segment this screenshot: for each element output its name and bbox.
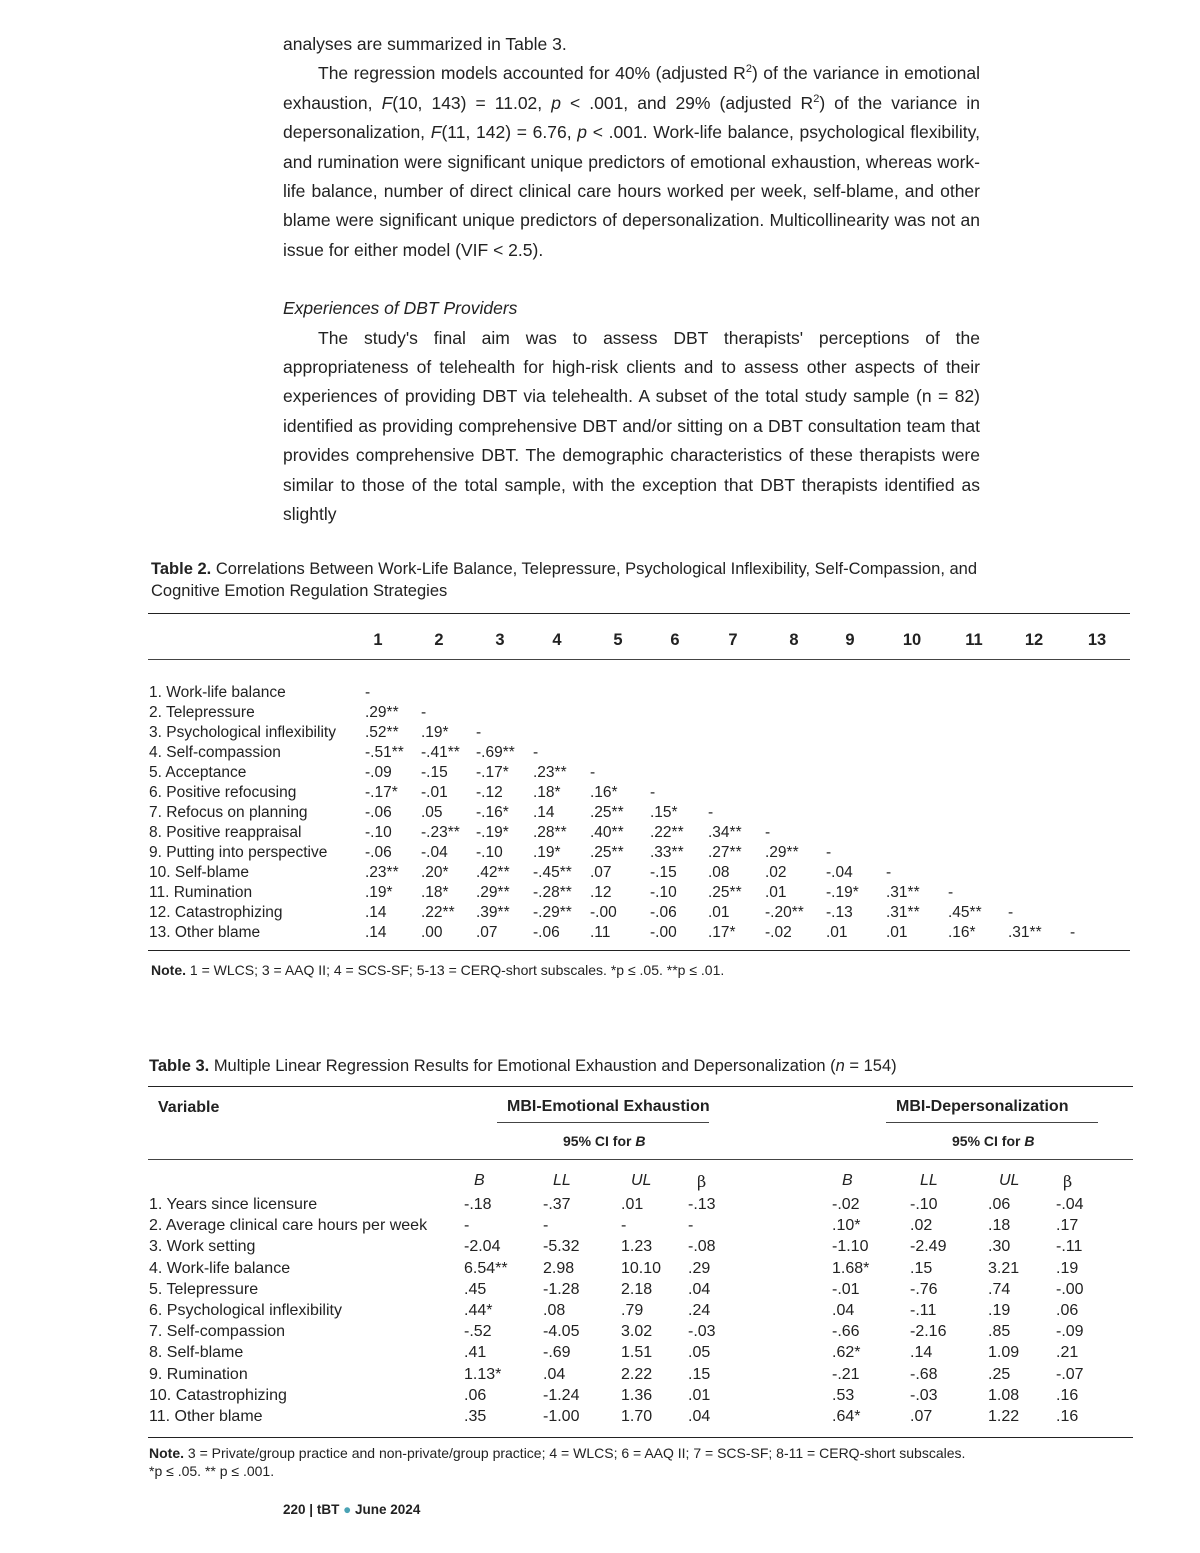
table2-row-label: 7. Refocus on planning [149, 804, 308, 821]
table3-cell: -.52 [464, 1323, 492, 1341]
table3-cell: -.07 [1056, 1365, 1084, 1383]
table2-cell: .22** [421, 904, 455, 921]
table3-row-label: 6. Psychological inflexibility [149, 1302, 342, 1319]
table2-col-header: 9 [845, 631, 855, 649]
table2-cell: .18* [421, 884, 449, 901]
table2-cell: .29** [765, 844, 799, 861]
table3-cell: -1.28 [543, 1280, 580, 1298]
table3-cell: .19 [988, 1302, 1011, 1319]
table2-cell: - [650, 784, 656, 801]
table2-cell: -.04 [826, 864, 853, 881]
page-number: 220 [283, 1502, 306, 1517]
table2-cell: .40** [590, 824, 624, 841]
table3-cell: -.11 [910, 1302, 937, 1319]
table3-cell: .44* [464, 1302, 493, 1319]
table3-cell: .16 [1056, 1386, 1079, 1404]
table2-col-header: 3 [495, 631, 505, 649]
table3-cell: -.03 [688, 1323, 716, 1341]
table3-cell: 1.70 [621, 1408, 653, 1425]
table2-cell: -.02 [765, 924, 792, 941]
table3-row-label: 4. Work-life balance [149, 1259, 291, 1277]
table2-cell: -.51** [365, 744, 404, 761]
table2-cell: .01 [708, 904, 730, 921]
table2-cell: -.28** [533, 884, 572, 901]
group-header-depersonalization: MBI-Depersonalization [896, 1098, 1069, 1115]
table2-cell: -.12 [476, 784, 503, 801]
table3-cell: -.18 [464, 1196, 492, 1213]
table2-col-header: 7 [728, 631, 738, 649]
table2-cell: -.00 [590, 904, 617, 921]
table2-cell: .19* [365, 884, 393, 901]
table3-cell: -.10 [910, 1196, 938, 1213]
table3-top-rule [148, 1086, 1133, 1087]
table3-cell: -1.24 [543, 1386, 580, 1404]
table2-top-rule [148, 613, 1130, 614]
table3-cell: -.37 [543, 1196, 571, 1213]
table3-col-header: UL [999, 1172, 1020, 1189]
table3-cell: .30 [988, 1238, 1011, 1256]
table2-row-label: 9. Putting into perspective [149, 844, 328, 861]
table2-cell: -.10 [476, 844, 503, 861]
table2-note: Note. 1 = WLCS; 3 = AAQ II; 4 = SCS-SF; 5-13 = CERQ-short subscales. *p ≤ .05. **p ≤ .01. [151, 962, 725, 978]
table3-cell: 1.68* [832, 1259, 870, 1277]
table2-cell: - [533, 744, 539, 761]
group1-underline [497, 1122, 709, 1123]
table3-cell: -.66 [832, 1323, 860, 1341]
table3-cell: .62* [832, 1344, 861, 1362]
table2-cell: -.19* [826, 884, 859, 901]
table2-cell: .28** [533, 824, 567, 841]
table2-caption: Table 2. Correlations Between Work-Life Balance, Telepressure, Psychological Inflexibility, Self-Compassion, and Cognitive Emotion Regulation Strategies [151, 560, 978, 600]
table3-cell: .45 [464, 1280, 487, 1298]
table2-cell: -.19* [476, 824, 509, 841]
variable-header: Variable [158, 1099, 220, 1116]
table2-cell: .25** [708, 884, 742, 901]
table2-col-header: 1 [373, 631, 383, 649]
table3-cell: -.03 [910, 1386, 938, 1404]
table2-cell: .22** [650, 824, 684, 841]
table2-cell: - [765, 824, 771, 841]
table2-cell: -.16* [476, 804, 509, 821]
table2-cell: .23** [365, 864, 399, 881]
table3-cell: .01 [688, 1386, 711, 1404]
table2-cell: -.17* [476, 764, 509, 781]
table2-cell: -.41** [421, 744, 460, 761]
table3-cell: .17 [1056, 1217, 1079, 1235]
table3-cell: 1.22 [988, 1408, 1020, 1425]
table2-cell: -.06 [365, 844, 392, 861]
table2-row-label: 1. Work-life balance [149, 684, 286, 701]
table3-cell: .24 [688, 1302, 711, 1319]
table2-col-header: 12 [1024, 631, 1044, 649]
issue-date: June 2024 [355, 1502, 421, 1517]
table2-cell: .18* [533, 784, 561, 801]
table2-cell: .25** [590, 804, 624, 821]
table2-cell: -.69** [476, 744, 515, 761]
table2-cell: .20* [421, 864, 449, 881]
table3-row-label: 7. Self-compassion [149, 1323, 286, 1341]
table2-col-header: 11 [965, 631, 983, 649]
table3-cell: 1.51 [621, 1344, 653, 1362]
table3-cell: -.21 [832, 1365, 860, 1383]
group-header-emotional-exhaustion: MBI-Emotional Exhaustion [507, 1098, 710, 1115]
table3-cell: .04 [832, 1302, 855, 1319]
table2-cell: -.15 [421, 764, 448, 781]
table3-col-header: LL [920, 1172, 938, 1189]
table3-cell: 3.21 [988, 1259, 1020, 1277]
table2-col-header: 5 [613, 631, 623, 649]
table3-cell: -5.32 [543, 1238, 580, 1256]
table2-cell: -.01 [421, 784, 448, 801]
table2-cell: -.10 [365, 824, 392, 841]
table2-cell: -.17* [365, 784, 398, 801]
table3-cell: .29 [688, 1259, 711, 1277]
table2-row-label: 6. Positive refocusing [149, 784, 297, 801]
table2-cell: .00 [421, 924, 443, 941]
table2-row-label: 8. Positive reappraisal [149, 824, 302, 841]
table3-cell: .10* [832, 1217, 861, 1235]
table2-cell: -.45** [533, 864, 572, 881]
table2-cell: - [365, 684, 371, 701]
table2-cell: .19* [533, 844, 561, 861]
table3-caption: Table 3. Multiple Linear Regression Results for Emotional Exhaustion and Depersonalization (n = 154) [149, 1057, 897, 1075]
table2-row-label: 5. Acceptance [149, 764, 247, 781]
table3-row-label: 1. Years since licensure [149, 1196, 318, 1213]
table2-cell: .39** [476, 904, 510, 921]
table2-cell: .45** [948, 904, 982, 921]
table2-cell: -.13 [826, 904, 853, 921]
table3-cell: - [688, 1217, 694, 1235]
table2-cell: .14 [365, 924, 387, 941]
table3-cell: .74 [988, 1280, 1011, 1298]
table3-cell: 1.13* [464, 1365, 502, 1383]
ci-label-2: 95% CI for B [952, 1133, 1035, 1149]
table3-col-header: UL [631, 1172, 652, 1189]
table3-col-header: B [842, 1172, 853, 1189]
table2-row-label: 13. Other blame [149, 924, 261, 941]
table2-col-header: 4 [552, 631, 562, 649]
table2-cell: .02 [765, 864, 787, 881]
table3-cell: - [621, 1217, 627, 1235]
table3-cell: .04 [543, 1365, 566, 1383]
table3-cell: 2.98 [543, 1259, 575, 1277]
table2-cell: .12 [590, 884, 612, 901]
table3-cell: .85 [988, 1323, 1011, 1341]
table3-row-label: 2. Average clinical care hours per week [149, 1217, 428, 1235]
table2-col-header: 10 [902, 631, 922, 649]
table2-cell: .42** [476, 864, 510, 881]
table3-cell: .35 [464, 1408, 487, 1425]
table2-cell: .25** [590, 844, 624, 861]
table2-cell: -.06 [650, 904, 677, 921]
table2-header-rule [148, 659, 1130, 660]
table2-col-header: 8 [789, 631, 799, 649]
table2-col-header: 2 [434, 631, 444, 649]
table3-cell: .64* [832, 1408, 861, 1425]
table2-cell: .01 [765, 884, 787, 901]
table2-row-label: 3. Psychological inflexibility [149, 724, 336, 741]
table3-cell: .18 [988, 1217, 1011, 1235]
table3-cell: .41 [464, 1344, 487, 1362]
table2-col-header: 6 [670, 631, 680, 649]
table2-cell: -.00 [650, 924, 677, 941]
table3-cell: .06 [988, 1196, 1011, 1213]
table3-cell: - [464, 1217, 470, 1235]
table2-cell: .31** [1008, 924, 1042, 941]
table3-row-label: 11. Other blame [149, 1408, 263, 1425]
table2-cell: - [886, 864, 892, 881]
page-footer: 220 | tBT ● June 2024 [283, 1502, 421, 1517]
table3-cell: .04 [688, 1408, 711, 1425]
table2-cell: .31** [886, 884, 920, 901]
table3-cell: .06 [1056, 1302, 1079, 1319]
table3-cell: -2.49 [910, 1238, 947, 1256]
table2-cell: .19* [421, 724, 449, 741]
table2-cell: .34** [708, 824, 742, 841]
ci-label-1: 95% CI for B [563, 1133, 646, 1149]
table3-cell: -1.10 [832, 1238, 869, 1256]
table3-cell: .01 [621, 1196, 644, 1213]
table2-cell: -.23** [421, 824, 460, 841]
table3-cell: -.02 [832, 1196, 860, 1213]
table3-row-label: 8. Self-blame [149, 1344, 244, 1362]
journal-name: tBT [316, 1502, 340, 1517]
table2-cell: .14 [365, 904, 387, 921]
group2-underline [886, 1122, 1098, 1123]
table3-cell: -1.00 [543, 1408, 580, 1425]
table2-cell: .14 [533, 804, 555, 821]
table2-cell: - [1008, 904, 1014, 921]
table2-row-label: 10. Self-blame [149, 864, 249, 881]
paragraph-2: The regression models accounted for 40% (adjusted $R^2$) of the variance in emotional exhaustion, F(10, 143) = 11.02, p < .001, and 29% (adjusted $R^2$) of the variance in depersonalization, F(11, 142) = 6.76, p < .001. Work-life balance, psychological flexibility, and rumination were significant unique predictors of emotional exhaustion, whereas work-life balance, number of direct clinical care hours worked per week, self-blame, and other blame were significant unique predictors of depersonalization. Multicollinearity was not an issue for either model (VIF < 2.5). [283, 63, 980, 260]
table3-cell: -.11 [1056, 1238, 1083, 1256]
table3-cell: .07 [910, 1408, 933, 1425]
paragraph-3: The study's final aim was to assess DBT therapists' perceptions of the appropriateness of telehealth for high-risk clients and to assess other aspects of their experiences of providing DBT via telehealth. A subset of the total study sample (n = 82) identified as providing comprehensive DBT and/or sitting on a DBT consultation team that provides comprehensive DBT. The demographic characteristics of these therapists were similar to those of the total sample, with the exception that DBT therapists identified as slightly [283, 327, 980, 525]
table3-cell: -.04 [1056, 1196, 1084, 1213]
table3-row-label: 9. Rumination [149, 1365, 248, 1383]
table3-cell: -.76 [910, 1280, 938, 1298]
table2-row-label: 2. Telepressure [149, 704, 255, 721]
table3-cell: 2.22 [621, 1365, 653, 1383]
table3-col-header: β [1063, 1172, 1073, 1191]
table3-col-header: β [697, 1172, 707, 1191]
table3-cell: 1.09 [988, 1344, 1020, 1362]
table3-cell: -.01 [832, 1280, 860, 1298]
table3-cell: -.09 [1056, 1323, 1084, 1341]
table2-cell: -.04 [421, 844, 448, 861]
table3-cell: .14 [910, 1344, 933, 1362]
table3-row-label: 3. Work setting [149, 1238, 256, 1256]
table2-cell: - [421, 704, 427, 721]
table3-cell: .21 [1056, 1344, 1079, 1362]
table3-cell: 3.02 [621, 1323, 653, 1341]
table2-cell: -.10 [650, 884, 677, 901]
table2-cell: - [590, 764, 596, 781]
table2-cell: .07 [590, 864, 612, 881]
table3-cell: 2.18 [621, 1280, 653, 1298]
table3-bottom-rule [148, 1437, 1133, 1438]
table3-cell: -2.16 [910, 1323, 947, 1341]
table2-cell: .07 [476, 924, 498, 941]
table3-cell: -.00 [1056, 1280, 1084, 1298]
table3-cell: .15 [910, 1259, 933, 1277]
table3-cell: -2.04 [464, 1238, 501, 1256]
table3-cell: 1.08 [988, 1386, 1020, 1404]
table3-cell: .05 [688, 1344, 711, 1362]
table2-cell: .08 [708, 864, 730, 881]
table3-cell: 10.10 [621, 1259, 662, 1277]
table2-cell: .33** [650, 844, 684, 861]
paragraph-1: analyses are summarized in Table 3. [283, 34, 567, 54]
table2-col-header: 13 [1087, 631, 1107, 649]
table2-cell: .01 [826, 924, 848, 941]
table2-cell: .29** [476, 884, 510, 901]
table2-cell: .23** [533, 764, 567, 781]
section-heading: Experiences of DBT Providers [283, 298, 518, 319]
table3-cell: .19 [1056, 1259, 1079, 1277]
table2-cell: -.06 [365, 804, 392, 821]
table3-row-label: 5. Telepressure [149, 1280, 259, 1298]
table3-cell: .25 [988, 1365, 1011, 1383]
table2-cell: .16* [948, 924, 976, 941]
table2-cell: - [1070, 924, 1076, 941]
table2-cell: - [708, 804, 714, 821]
table3-cell: .79 [621, 1302, 644, 1319]
table3-cell: -.68 [910, 1365, 938, 1383]
table2-cell: -.20** [765, 904, 804, 921]
table3-cell: 1.36 [621, 1386, 653, 1404]
table2-cell: -.29** [533, 904, 572, 921]
table2-cell: .01 [886, 924, 908, 941]
table3-cell: -.13 [688, 1196, 716, 1213]
table3-cell: .06 [464, 1386, 487, 1404]
table3-cell: .53 [832, 1386, 855, 1404]
table3-cell: 1.23 [621, 1238, 653, 1256]
table3-cell: .16 [1056, 1408, 1079, 1425]
table2-cell: -.09 [365, 764, 392, 781]
table3-header-rule [148, 1159, 1133, 1160]
table3-cell: .15 [688, 1365, 711, 1383]
table3-cell: .02 [910, 1217, 933, 1235]
table3-cell: 6.54** [464, 1259, 508, 1277]
table2-cell: .27** [708, 844, 742, 861]
table2-bottom-rule [148, 950, 1130, 951]
table2-cell: .16* [590, 784, 618, 801]
table3-cell: -.08 [688, 1238, 716, 1256]
bullet-icon: ● [343, 1502, 352, 1517]
table3-cell: .08 [543, 1302, 566, 1319]
table2-cell: .15* [650, 804, 678, 821]
body-text [283, 30, 980, 530]
table3-cell: -4.05 [543, 1323, 580, 1341]
table2-cell: - [948, 884, 954, 901]
table2-cell: -.06 [533, 924, 560, 941]
table2-cell: .52** [365, 724, 399, 741]
table3-col-header: B [474, 1172, 485, 1189]
table3-col-header: LL [553, 1172, 571, 1189]
table2-row-label: 12. Catastrophizing [149, 904, 283, 921]
table2-cell: - [476, 724, 482, 741]
table2-row-label: 4. Self-compassion [149, 744, 281, 761]
table2-cell: .05 [421, 804, 443, 821]
table2-cell: .29** [365, 704, 399, 721]
table2-cell: -.15 [650, 864, 677, 881]
table3-row-label: 10. Catastrophizing [149, 1386, 287, 1404]
table3-cell: -.69 [543, 1344, 571, 1362]
table2-cell: - [826, 844, 832, 861]
table2-row-label: 11. Rumination [149, 884, 253, 901]
table3-cell: - [543, 1217, 549, 1235]
table2-cell: .31** [886, 904, 920, 921]
table3-cell: .04 [688, 1280, 711, 1298]
table2-cell: .17* [708, 924, 736, 941]
table2-cell: .11 [590, 924, 611, 941]
table3-note: Note. 3 = Private/group practice and non-private/group practice; 4 = WLCS; 6 = AAQ II; 7 = SCS-SF; 8-11 = CERQ-short subscales. *p ≤ .05. ** p ≤ .001. [149, 1445, 966, 1479]
